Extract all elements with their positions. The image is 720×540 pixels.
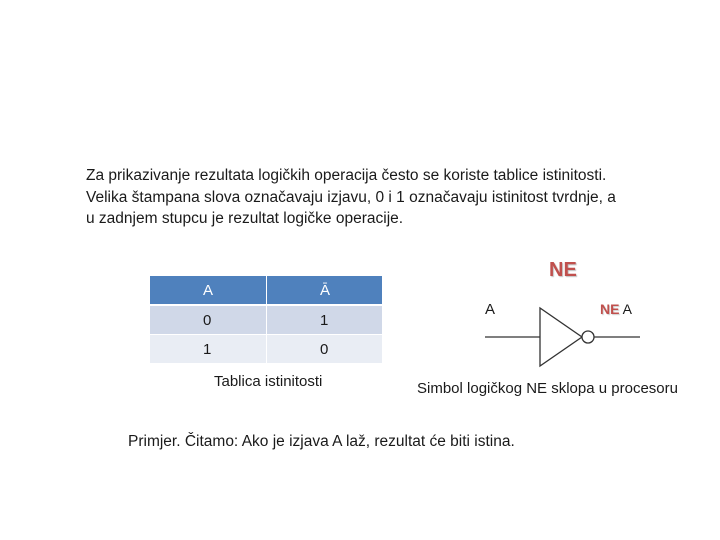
gate-title: NE — [549, 259, 577, 281]
truth-table-header-not-a: Ā — [267, 276, 383, 305]
table-row — [150, 305, 382, 335]
gate-input-label: A — [485, 301, 496, 318]
truth-table-header-a: A — [150, 276, 267, 305]
gate-inversion-bubble — [582, 331, 594, 343]
table-row — [150, 335, 382, 364]
truth-table — [150, 276, 382, 363]
table-cell: 0 — [150, 305, 267, 335]
table-cell: 0 — [320, 340, 329, 358]
gate-output-variable: A — [622, 301, 632, 317]
intro-line-2: Velika štampana slova označavaju izjavu, 0 i 1 označavaju istinitost tvrdnje, a — [86, 188, 616, 206]
intro-line-3: u zadnjem stupcu je rezultat logičke operacije. — [86, 210, 404, 227]
intro-paragraph — [86, 165, 686, 230]
intro-line-1: Za prikazivanje rezultata logičkih operacija često se koriste tablice istinitosti. — [86, 167, 607, 184]
truth-table-caption: Tablica istinitosti — [214, 373, 323, 390]
table-cell: 1 — [150, 335, 267, 364]
truth-table-header-row — [150, 276, 382, 305]
gate-output-prefix: NE — [600, 301, 620, 317]
gate-triangle — [540, 308, 582, 366]
gate-caption: Simbol logičkog NE sklopa u procesoru — [417, 380, 678, 397]
table-cell: 1 — [267, 305, 383, 335]
example-text: Primjer. Čitamo: Ako je izjava A laž, rezultat će biti istina. — [128, 433, 515, 450]
gate-output-label — [600, 301, 632, 317]
